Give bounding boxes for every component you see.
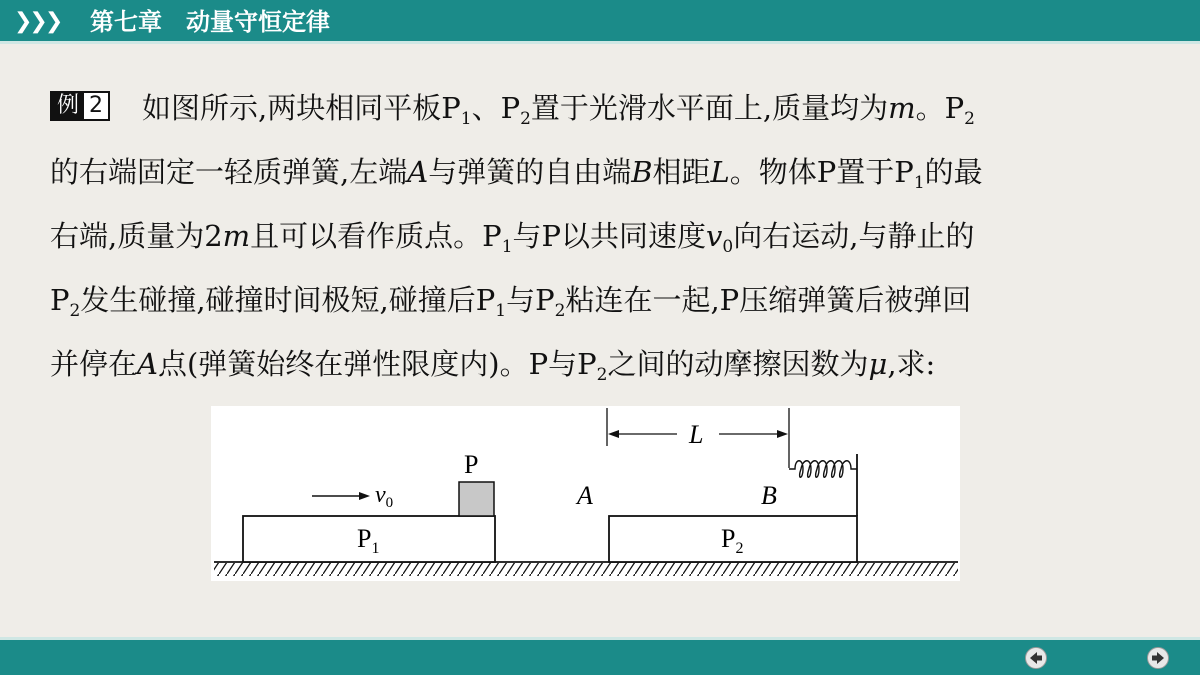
chapter-header-bar	[0, 0, 1200, 44]
block-p	[459, 482, 494, 516]
text-run: 置于光滑水平面上,质量均为	[530, 91, 889, 125]
example-badge-word: 例	[52, 93, 84, 119]
text-run: 粘连在一起,P压缩弹簧后被弹回	[565, 283, 972, 317]
label-p1-sub: 1	[371, 540, 380, 557]
text-run: 发生碰撞,碰撞时间极短,碰撞后P	[80, 283, 496, 317]
problem-line-5	[50, 332, 1160, 396]
text-run: 相距	[652, 155, 711, 189]
label-p2-sub: 2	[735, 540, 744, 557]
physics-diagram	[211, 406, 960, 581]
problem-line-2	[50, 140, 1160, 204]
chevron-right-icon: ❯❯❯	[14, 9, 61, 34]
problem-line-3	[50, 204, 1160, 268]
spring-coil	[789, 461, 857, 478]
text-run: 点(弹簧始终在弹性限度内)。P与P	[157, 347, 597, 381]
ground-hatch	[214, 563, 958, 576]
label-l: L	[689, 420, 704, 449]
velocity-arrowhead	[359, 492, 370, 500]
footer-nav-bar	[0, 637, 1200, 675]
symbol-B: B	[631, 155, 653, 189]
text-run: 如图所示,两块相同平板P	[142, 91, 461, 125]
text-run: 与P	[506, 283, 555, 317]
text-run: 、P	[471, 91, 521, 125]
subscript: 2	[554, 301, 566, 321]
text-run: 之间的动摩擦因数为	[607, 347, 869, 381]
symbol-mu: μ	[868, 347, 888, 381]
text-run: 右端,质量为2	[50, 219, 223, 253]
subscript: 1	[460, 109, 472, 129]
text-run: 并停在	[50, 347, 138, 381]
svg-text:v0	[375, 482, 393, 511]
label-p2: P	[721, 524, 736, 553]
text-run: P	[50, 283, 70, 317]
problem-line-1	[50, 76, 1160, 140]
chapter-title: 第七章 动量守恒定律	[90, 8, 330, 36]
diagram-svg	[211, 406, 960, 581]
subscript: 0	[722, 237, 734, 257]
subscript: 1	[495, 301, 507, 321]
text-run: 与弹簧的自由端	[428, 155, 632, 189]
label-p: P	[464, 450, 479, 479]
label-b: B	[761, 481, 777, 510]
text-run: 。P	[915, 91, 965, 125]
dimension-arrowhead-left	[608, 430, 619, 438]
dimension-arrowhead-right	[777, 430, 788, 438]
subscript: 1	[913, 173, 925, 193]
symbol-m: m	[888, 91, 916, 125]
text-run: ,求:	[887, 347, 936, 381]
subscript: 2	[964, 109, 975, 129]
prev-page-button[interactable]	[1025, 647, 1047, 669]
problem-line-4	[50, 268, 1160, 332]
subscript: 2	[520, 109, 531, 129]
label-p1: P	[357, 524, 372, 553]
next-page-button[interactable]	[1147, 647, 1169, 669]
label-a: A	[577, 481, 593, 510]
example-badge	[50, 91, 110, 121]
symbol-L: L	[710, 155, 730, 189]
text-run: 向右运动,与静止的	[733, 219, 975, 253]
subscript: 2	[69, 301, 81, 321]
arrow-right-icon	[1150, 650, 1166, 666]
subscript: 1	[501, 237, 513, 257]
label-v: v	[375, 482, 386, 508]
symbol-A: A	[407, 155, 429, 189]
arrow-left-icon	[1028, 650, 1044, 666]
text-run: 与P以共同速度	[512, 219, 707, 253]
label-v-sub: 0	[385, 495, 394, 511]
text-run: 的右端固定一轻质弹簧,左端	[50, 155, 408, 189]
symbol-m: m	[222, 219, 251, 253]
text-run: 且可以看作质点。P	[250, 219, 502, 253]
symbol-A: A	[137, 347, 158, 381]
problem-text	[50, 76, 1160, 396]
text-run: 。物体P置于P	[729, 155, 914, 189]
subscript: 2	[596, 365, 608, 385]
text-run: 的最	[924, 155, 983, 189]
symbol-v: v	[706, 219, 723, 253]
example-badge-number: 2	[84, 93, 108, 119]
